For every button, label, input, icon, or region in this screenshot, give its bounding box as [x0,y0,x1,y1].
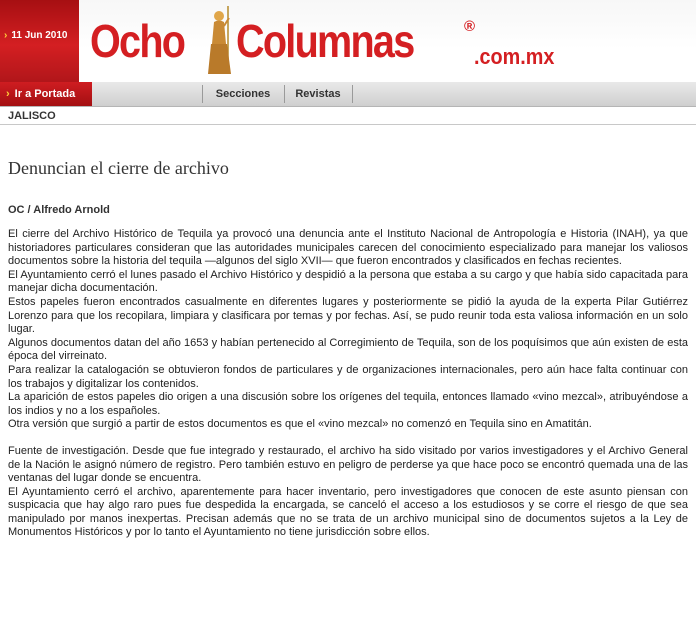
article-paragraph: El Ayuntamiento cerró el lunes pasado el Archivo Histórico y despidió a la persona que estaba a su cargo y que había sido capacitada para manejar dicha documentación. [8,268,688,295]
section-label: JALISCO [8,110,56,122]
article-byline: OC / Alfredo Arnold [8,204,110,216]
masthead-red-stripe [0,0,79,82]
article-paragraph: Fuente de investigación. Desde que fue integrado y restaurado, el archivo ha sido visitado por varios investigadores y el Archivo General de la Nación le asignó número de registro. Pero también estuvo en peligro de perderse ya que hace poco se encontró quemada una de las ventanas del lugar donde se encuentra. [8,444,688,485]
home-link-label: Ir a Portada [14,88,76,100]
article-title: Denuncian el cierre de archivo [8,158,229,178]
edition-date [4,30,68,41]
home-link[interactable] [0,82,92,106]
logo-word-ocho: Ocho [90,15,185,67]
logo-registered-mark: ® [464,18,476,35]
logo-word-columnas: Columnas [236,15,414,67]
chevron-right-icon: › [6,88,10,100]
logo-domain: .com.mx [474,44,555,69]
divider [0,124,696,125]
article-paragraph: Otra versión que surgió a partir de estos documentos es que el «vino mezcal» no comenzó en Tequila sino en Amatitán. [8,418,592,431]
navigation-bar [0,82,696,107]
paragraph-spacer [8,432,688,445]
tab-secciones[interactable]: Secciones [215,88,271,100]
article-paragraph: El cierre del Archivo Histórico de Tequila ya provocó una denuncia ante el Instituto Nacional de Antropología e Historia (INAH), ya que historiadores particulares consideran que las autoridades municipales carecen del conocimiento especializado para manejar los valiosos documentos sobre la historia del tequila —algunos del siglo XVII— que fueron encontrados y clasificados en fechas recientes. [8,228,688,268]
article-paragraph: La aparición de estos papeles dio origen a una discusión sobre los orígenes del tequila, entonces llamado «vino mezcal», atribuyéndose a los indios y no a los españoles. [8,391,688,417]
masthead [0,0,696,82]
statue-logo-icon [206,4,236,78]
chevron-right-icon: › [4,30,8,41]
tab-revistas[interactable]: Revistas [295,88,341,100]
article-paragraph: Algunos documentos datan del año 1653 y habían pertenecido al Corregimiento de Tequila, son de los poquísimos que aún existen de esta época del virreinato. [8,336,688,363]
article-paragraph: El Ayuntamiento cerró el archivo, aparentemente para hacer inventario, pero investigadores que conocen de este asunto piensan con suspicacia que hay algo raro pues fue despedida la encargada, se canceló el acceso a los estudiosos y se corre el riesgo de que sea manipulado por manos inexpertas. Precisan además que no se trata de un archivo municipal sino de documentos sujetos a la Ley de Monumentos Históricos y por lo tanto el Ayuntamiento no tiene jurisdicción sobre ellos. [8,485,688,539]
date-text: 11 Jun 2010 [11,30,68,41]
article-paragraph: Para realizar la catalogación se obtuvieron fondos de particulares y de organizaciones internacionales, pero aún hace falta continuar con los trabajos y digitalizar los contenidos. [8,363,688,390]
article-paragraph: Estos papeles fueron encontrados casualmente en diferentes lugares y posteriormente se pidió la ayuda de la experta Pilar Gutiérrez Lorenzo para que los recopilara, limpiara y clasificara por temas y por fechas. Así, se pudo reunir toda esta valiosa información en un solo lugar. [8,295,688,336]
article-body [8,228,688,540]
nav-divider [352,85,353,103]
